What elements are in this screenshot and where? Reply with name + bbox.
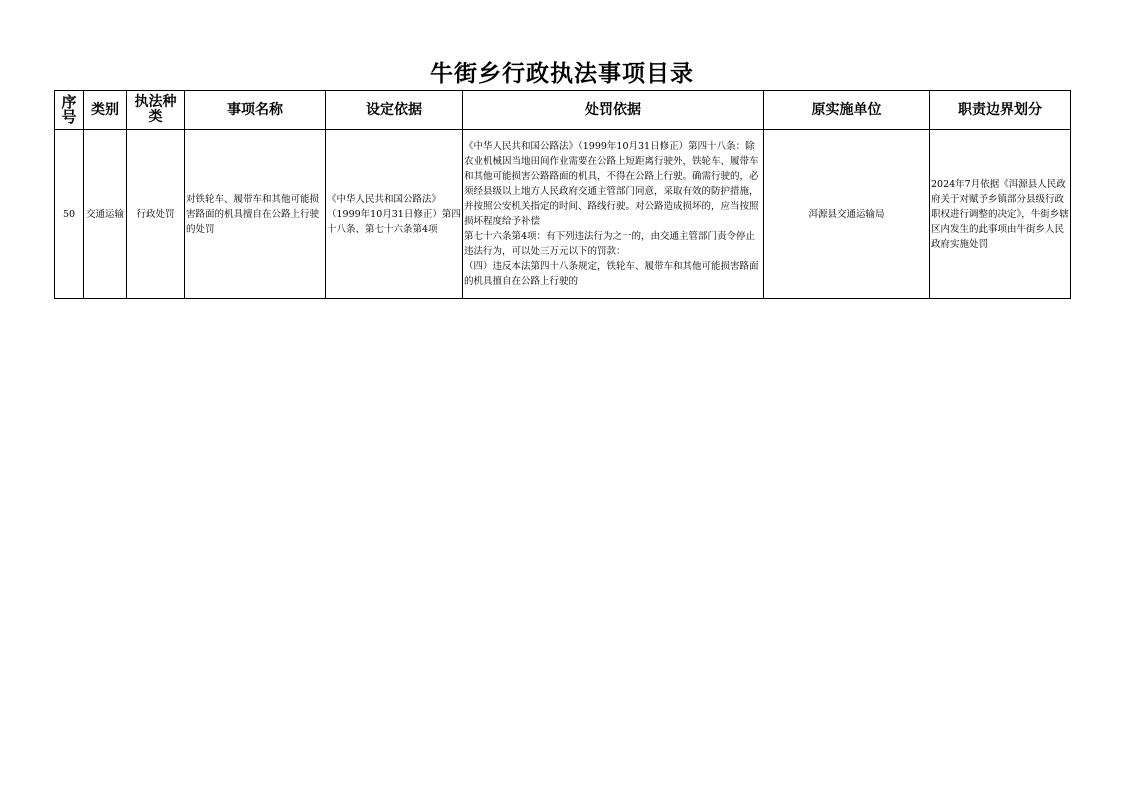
table-header-row <box>55 91 1071 130</box>
header-original-unit: 原实施单位 <box>764 91 930 130</box>
header-legal-basis: 设定依据 <box>326 91 463 130</box>
cell-original-unit: 洱源县交通运输局 <box>764 130 930 299</box>
cell-responsibility: 2024年7月依据《洱源县人民政府关于对赋予乡镇部分县级行政职权进行调整的决定》，牛街乡辖区内发生的此事项由牛街乡人民政府实施处罚 <box>930 130 1071 299</box>
cell-legal-basis: 《中华人民共和国公路法》（1999年10月31日修正）第四十八条、第七十六条第4项 <box>326 130 463 299</box>
table-row <box>55 130 1071 299</box>
header-responsibility: 职责边界划分 <box>930 91 1071 130</box>
page-title: 牛街乡行政执法事项目录 <box>430 61 694 87</box>
cell-item-name: 对铁轮车、履带车和其他可能损害路面的机具擅自在公路上行驶的处罚 <box>185 130 326 299</box>
cell-penalty-basis: 《中华人民共和国公路法》（1999年10月31日修正）第四十八条：除农业机械因当地田间作业需要在公路上短距离行驶外，铁轮车、履带车和其他可能损害公路路面的机具，不得在公路上行驶。确需行驶的，必须经县级以上地方人民政府交通主管部门同意，采取有效的防护措施，并按照公安机关指定的时间、路线行驶。对公路造成损坏的，应当按照损坏程度给予补偿 第七十六条第4项：有下列违法行为之一的，由交通主管部门责令停止违法行为，可以处三万元以下的罚款： （四）违反本法第四十八条规定，铁轮车、履带车和其他可能损害路面的机具擅自在公路上行驶的 <box>463 130 764 299</box>
header-enforcement-type: 执法种类 <box>127 91 185 130</box>
header-penalty-basis: 处罚依据 <box>463 91 764 130</box>
enforcement-items-table <box>54 90 1071 299</box>
cell-enforcement-type: 行政处罚 <box>127 130 185 299</box>
header-item-name: 事项名称 <box>185 91 326 130</box>
header-category: 类别 <box>84 91 127 130</box>
cell-seq: 50 <box>55 130 84 299</box>
cell-category: 交通运输 <box>84 130 127 299</box>
header-seq: 序号 <box>55 91 84 130</box>
